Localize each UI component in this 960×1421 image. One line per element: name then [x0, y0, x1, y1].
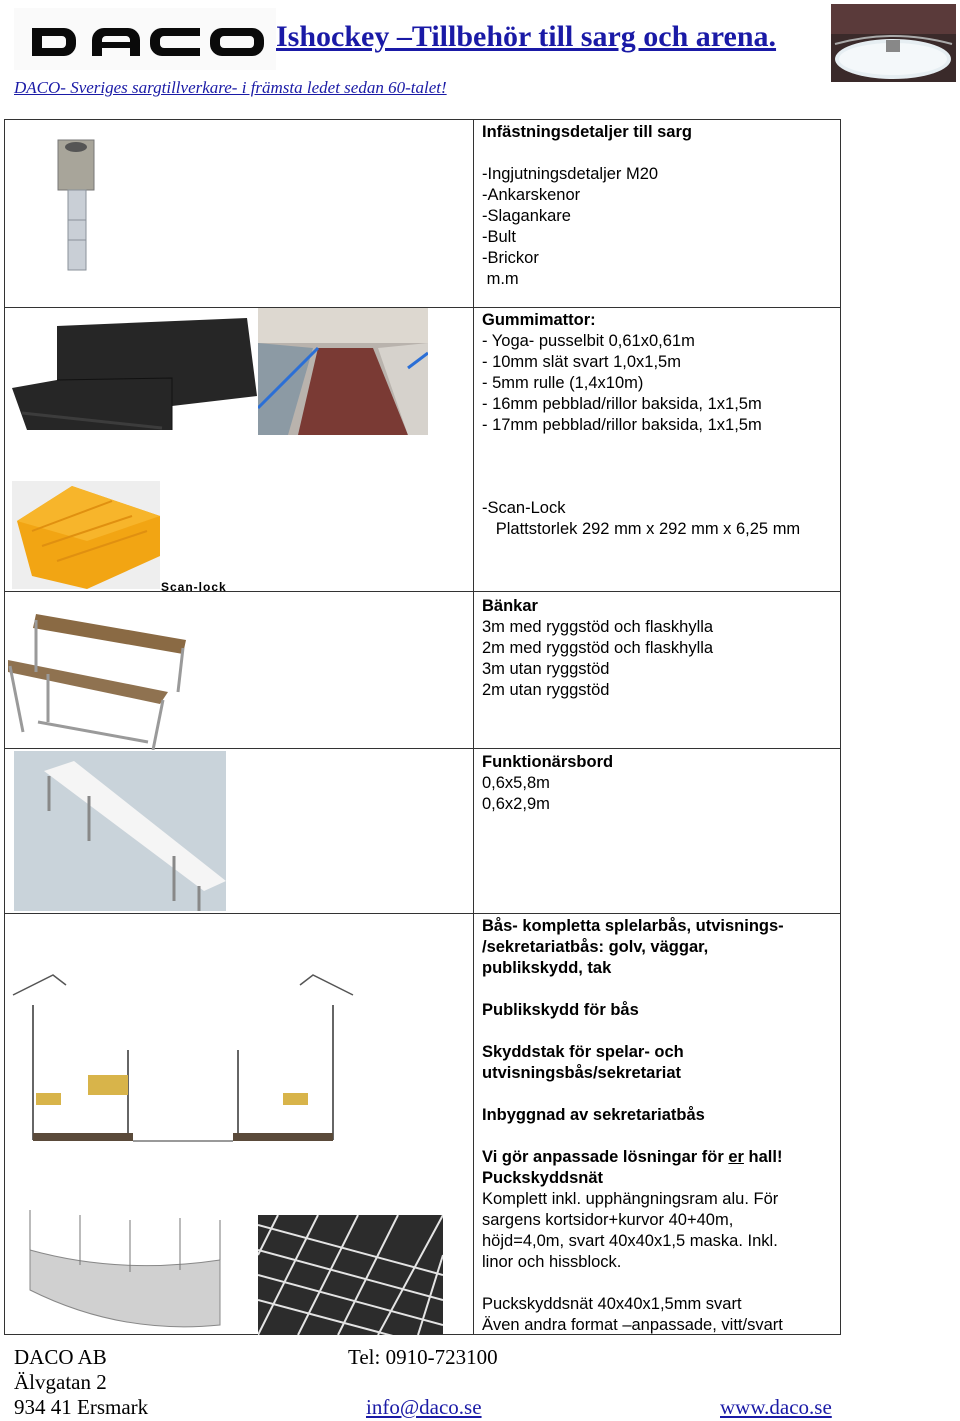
row-divider	[4, 591, 841, 592]
row-divider	[4, 913, 841, 914]
official-table-image	[14, 751, 226, 911]
list-item: -Scan-Lock	[482, 499, 566, 517]
safety-net-frame-image	[20, 1200, 230, 1335]
row-heading: Bås- kompletta splelarbås, utvisnings-	[482, 917, 784, 935]
row-heading: /sekretariatbås: golv, väggar,	[482, 938, 709, 956]
list-item: 3m med ryggstöd och flaskhylla	[482, 618, 714, 636]
row-heading: Funktionärsbord	[482, 753, 614, 771]
net-mesh-photo	[258, 1215, 443, 1335]
rubber-mat-image	[12, 318, 257, 433]
phone-number: Tel: 0910-723100	[348, 1345, 498, 1369]
list-item: Även andra format –anpassade, vitt/svart	[482, 1316, 783, 1334]
scan-lock-tile-image	[12, 481, 160, 589]
row-heading: publikskydd, tak	[482, 959, 612, 977]
table-divider	[473, 119, 474, 1335]
list-item: höjd=4,0m, svart 40x40x1,5 maska. Inkl.	[482, 1232, 778, 1250]
list-item: - 10mm slät svart 1,0x1,5m	[482, 353, 681, 371]
postal-address: 934 41 Ersmark	[14, 1395, 149, 1419]
row-heading: Infästningsdetaljer till sarg	[482, 123, 692, 141]
player-box-drawing	[8, 955, 358, 1165]
list-item: 2m utan ryggstöd	[482, 681, 610, 699]
list-item: -Ankarskenor	[482, 186, 581, 204]
website-link[interactable]: www.daco.se	[720, 1395, 832, 1419]
list-item: Komplett inkl. upphängningsram alu. För	[482, 1190, 779, 1208]
bench-image	[8, 612, 188, 750]
list-item: sargens kortsidor+kurvor 40+40m,	[482, 1211, 734, 1229]
list-item: -Slagankare	[482, 207, 571, 225]
list-item: -Bult	[482, 228, 516, 246]
list-item: 0,6x5,8m	[482, 774, 550, 792]
list-item: Puckskyddsnät 40x40x1,5mm svart	[482, 1295, 742, 1313]
row-heading: Bänkar	[482, 597, 538, 615]
arena-photo	[831, 4, 956, 82]
anchor-bolt-image	[40, 135, 135, 275]
page-title: Ishockey –Tillbehör till sarg och arena.	[276, 20, 777, 53]
list-item: Skyddstak för spelar- och	[482, 1043, 684, 1061]
list-item: Publikskydd för bås	[482, 1001, 639, 1019]
list-item: Plattstorlek 292 mm x 292 mm x 6,25 mm	[482, 520, 801, 538]
bench-box-photo	[258, 308, 428, 435]
list-item: -Ingjutningsdetaljer M20	[482, 165, 659, 183]
street-address: Älvgatan 2	[14, 1370, 107, 1394]
list-item: 2m med ryggstöd och flaskhylla	[482, 639, 714, 657]
list-item: Inbyggnad av sekretariatbås	[482, 1106, 705, 1124]
list-item: utvisningsbås/sekretariat	[482, 1064, 681, 1082]
row-heading: Puckskyddsnät	[482, 1169, 604, 1187]
list-item: m.m	[482, 270, 519, 288]
tagline-link[interactable]: DACO- Sveriges sargtillverkare- i främsta ledet sedan 60-talet!	[14, 78, 447, 97]
list-item: - 17mm pebblad/rillor baksida, 1x1,5m	[482, 416, 762, 434]
list-item: linor och hissblock.	[482, 1253, 622, 1271]
list-item: 3m utan ryggstöd	[482, 660, 610, 678]
list-item: - 5mm rulle (1,4x10m)	[482, 374, 644, 392]
row-heading: Gummimattor:	[482, 311, 596, 329]
company-name: DACO AB	[14, 1345, 107, 1369]
email-link[interactable]: info@daco.se	[366, 1395, 482, 1419]
list-item: -Brickor	[482, 249, 539, 267]
custom-solutions-note: Vi gör anpassade lösningar för er hall!	[482, 1148, 783, 1166]
list-item: - 16mm pebblad/rillor baksida, 1x1,5m	[482, 395, 762, 413]
daco-logo	[14, 8, 276, 70]
list-item: - Yoga- pusselbit 0,61x0,61m	[482, 332, 695, 350]
image-caption: Scan-lock	[161, 580, 227, 594]
list-item: 0,6x2,9m	[482, 795, 550, 813]
